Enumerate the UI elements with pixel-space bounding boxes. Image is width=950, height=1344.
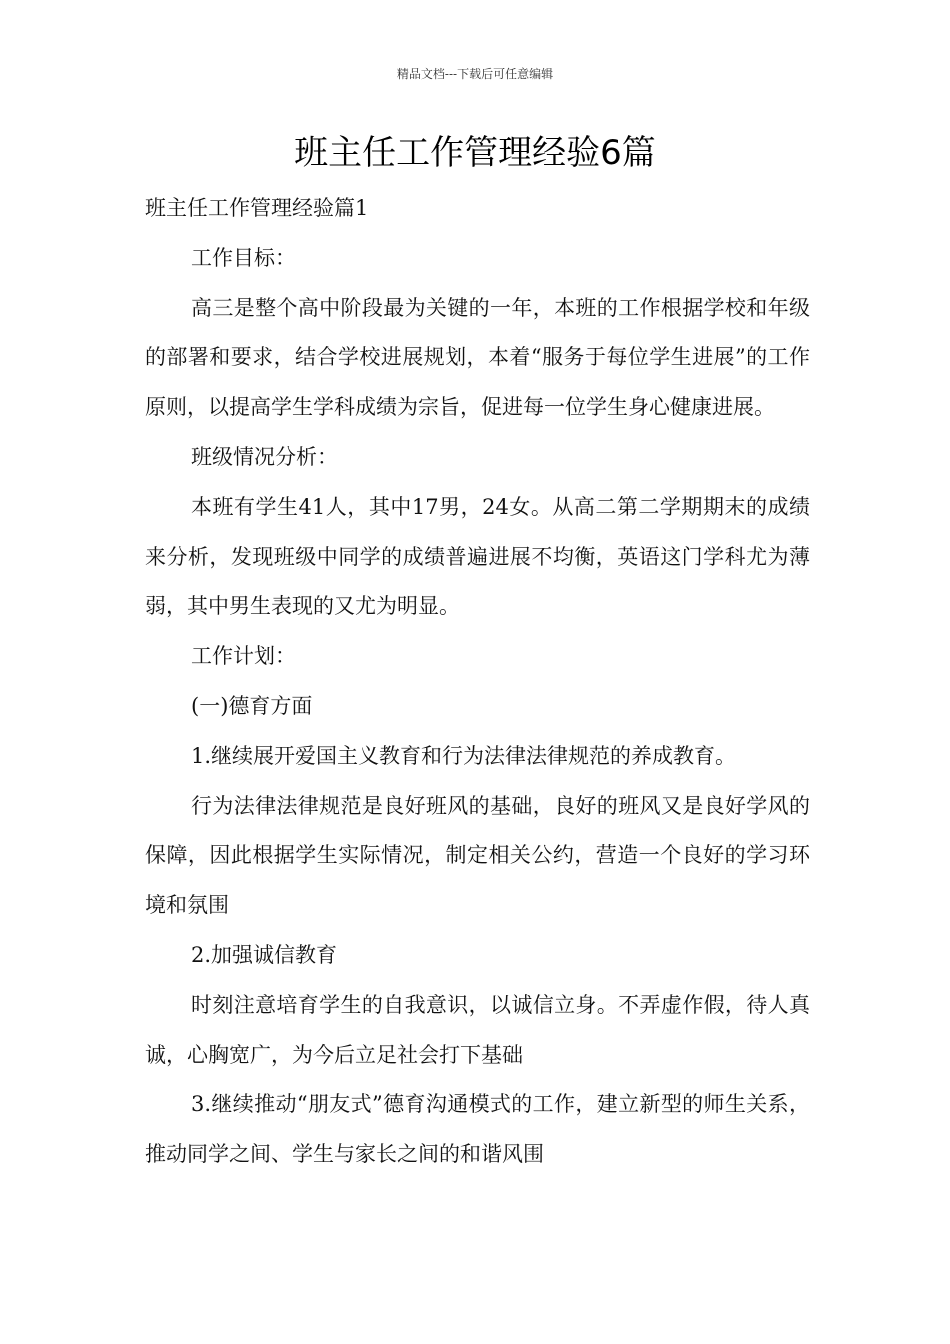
paragraph-plan-label: 工作计划：	[191, 644, 296, 669]
paragraph-moral-heading: (一)德育方面	[191, 693, 313, 718]
paragraph-analysis-label: 班级情况分析：	[191, 444, 338, 469]
paragraph-goal: 高三是整个高中阶段最为关键的一年，本班的工作根据学校和年级的部署和要求，结合学校进展规划，本着“服务于每位学生进展”的工作原则，以提高学生学科成绩为宗旨，促进每一位学生身心健康进展。	[145, 295, 810, 420]
paragraph-item-3: 3.继续推动“朋友式”德育沟通模式的工作，建立新型的师生关系，推动同学之间、学生与家长之间的和谐风围	[145, 1092, 810, 1167]
paragraph-item-2-detail: 时刻注意培育学生的自我意识，以诚信立身。不弄虚作假，待人真诚，心胸宽广，为今后立足社会打下基础	[145, 992, 810, 1067]
document-title: 班主任工作管理经验6篇	[294, 133, 656, 173]
paragraph-analysis: 本班有学生41人，其中17男，24女。从高二第二学期期末的成绩来分析，发现班级中同学的成绩普遍进展不均衡，英语这门学科尤为薄弱，其中男生表现的又尤为明显。	[145, 494, 810, 619]
paragraph-item-2: 2.加强诚信教育	[191, 942, 338, 967]
section-heading: 班主任工作管理经验篇1	[145, 196, 369, 220]
paragraph-goal-label: 工作目标：	[191, 245, 296, 270]
document-body	[145, 184, 810, 1180]
paragraph-item-1: 1.继续展开爱国主义教育和行为法律法律规范的养成教育。	[191, 743, 737, 768]
header-note: 精品文档---下载后可任意编辑	[396, 67, 554, 81]
paragraph-item-1-detail: 行为法律法律规范是良好班风的基础，良好的班风又是良好学风的保障，因此根据学生实际情况，制定相关公约，营造一个良好的学习环境和氛围	[145, 793, 810, 918]
